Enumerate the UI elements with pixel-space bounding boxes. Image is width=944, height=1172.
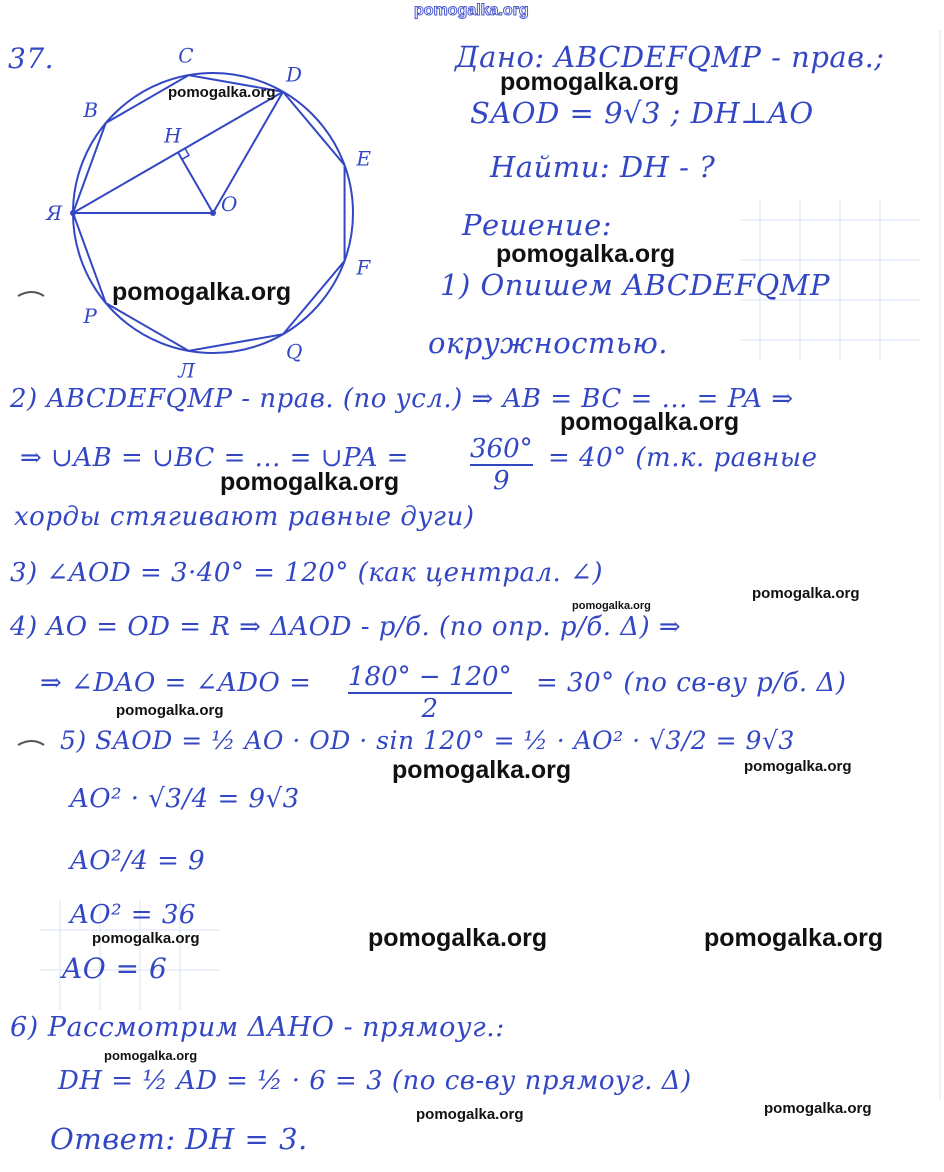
step-1-line-2: окружностью. <box>428 326 668 360</box>
step-2-line-3: хорды стягивают равные дуги) <box>14 502 475 532</box>
vertex-label-a: Я <box>46 201 63 225</box>
step-4-line-2a: ⇒ ∠DAO = ∠ADO = <box>40 668 312 698</box>
step-6-line-2: DH = ½ AD = ½ · 6 = 3 (по св-ву прямоуг. Δ) <box>58 1066 692 1096</box>
step-1-line-1: 1) Опишем ABCDEFQMP <box>440 268 831 302</box>
step-4-line-2b: = 30° (по св-ву р/б. Δ) <box>536 668 847 698</box>
watermark: pomogalka.org <box>500 68 680 96</box>
watermark: pomogalka.org <box>416 1106 524 1123</box>
watermark: pomogalka.org <box>704 924 884 952</box>
watermark: pomogalka.org <box>112 278 292 306</box>
step-5-line-5: AO = 6 <box>62 952 168 985</box>
nonagon-figure <box>0 0 420 400</box>
point-o <box>210 210 216 216</box>
vertex-label-b: B <box>83 98 99 123</box>
watermark: pomogalka.org <box>116 702 224 719</box>
step-4-line-1: 4) AO = OD = R ⇒ ΔAOD - р/б. (по опр. р/б. Δ) ⇒ <box>10 612 682 642</box>
step-2-fraction-denominator: 9 <box>493 466 510 496</box>
watermark: pomogalka.org <box>392 756 572 784</box>
vertex-label-c: C <box>178 43 194 68</box>
step-2-fraction <box>470 434 533 496</box>
step-2-line-1: 2) ABCDEFQMP - прав. (по усл.) ⇒ AB = BC = ... = PA ⇒ <box>10 384 794 414</box>
vertex-label-o: O <box>221 192 238 216</box>
step-6-line-1: 6) Рассмотрим ΔAHO - прямоуг.: <box>10 1012 505 1043</box>
watermark-top: pomogalka.org <box>414 2 529 19</box>
segment-oh <box>178 152 213 213</box>
step-4-fraction <box>348 662 512 724</box>
step-4-fraction-numerator: 180° − 120° <box>348 662 512 692</box>
vertex-label-q: Q <box>286 339 303 364</box>
figure-segments <box>70 92 283 216</box>
watermark: pomogalka.org <box>560 408 740 436</box>
step-2-line-2a: ⇒ ∪AB = ∪BC = ... = ∪PA = <box>20 443 409 473</box>
solution-title: Решение: <box>462 208 613 242</box>
answer: Ответ: DH = 3. <box>50 1122 308 1156</box>
watermark: pomogalka.org <box>496 240 676 268</box>
watermark: pomogalka.org <box>368 924 548 952</box>
problem-number: 37. <box>8 42 55 75</box>
vertex-label-m: Л <box>178 358 195 383</box>
point-a <box>70 210 76 216</box>
step-5-line-4: AO² = 36 <box>70 900 196 930</box>
vertex-label-e: E <box>356 146 371 171</box>
step-5-line-1: 5) SAOD = ½ AO · OD · sin 120° = ½ · AO² · √3/2 = 9√3 <box>60 726 795 755</box>
step-2-fraction-numerator: 360° <box>470 434 533 464</box>
step-5-line-2: AO² · √3/4 = 9√3 <box>70 784 300 814</box>
step-4-fraction-denominator: 2 <box>421 694 439 724</box>
watermark: pomogalka.org <box>92 930 200 947</box>
given-line-3: Найти: DH - ? <box>490 150 716 184</box>
vertex-label-d: D <box>286 62 303 87</box>
vertex-label-p: P <box>83 303 97 328</box>
vertex-label-h: H <box>164 123 182 148</box>
watermark: pomogalka.org <box>764 1100 872 1117</box>
watermark: pomogalka.org <box>104 1048 198 1063</box>
step-3: 3) ∠AOD = 3·40° = 120° (как централ. ∠) <box>10 558 604 588</box>
watermark: pomogalka.org <box>168 84 276 101</box>
given-line-1: Дано: ABCDEFQMP - прав.; <box>455 40 885 74</box>
watermark: pomogalka.org <box>744 758 852 775</box>
step-2-line-2b: = 40° (т.к. равные <box>548 443 818 473</box>
watermark: pomogalka.org <box>220 468 400 496</box>
given-line-2: SAOD = 9√3 ; DH⊥AO <box>470 96 814 130</box>
step-5-line-3: AO²/4 = 9 <box>70 846 206 876</box>
vertex-label-f: F <box>356 255 371 280</box>
watermark: pomogalka.org <box>572 600 651 612</box>
watermark: pomogalka.org <box>752 585 860 602</box>
